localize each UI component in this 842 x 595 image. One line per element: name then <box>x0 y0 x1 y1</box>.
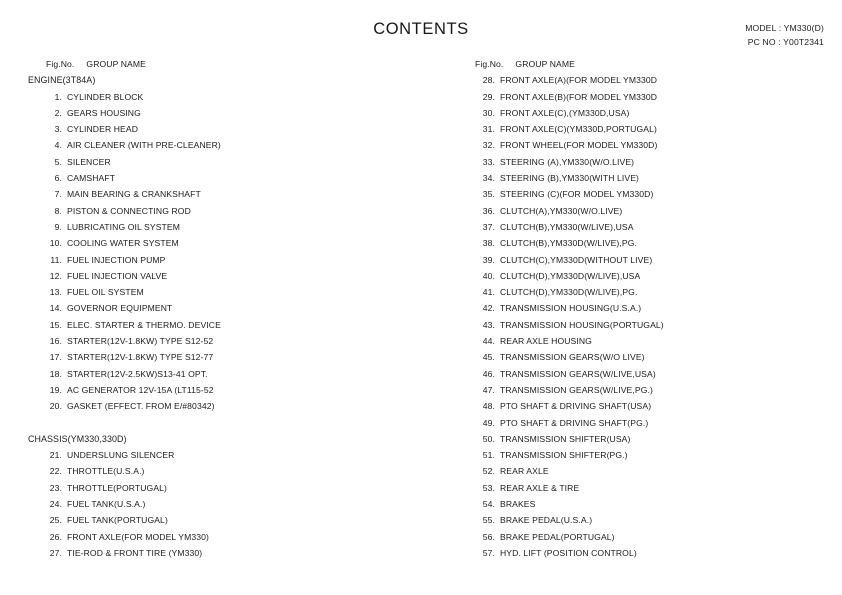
entry-group-name: REAR AXLE & TIRE <box>500 482 580 493</box>
entry-figure-number: 29. <box>482 91 495 102</box>
entry-figure-number: 28. <box>482 75 495 86</box>
contents-entry[interactable] <box>457 431 842 447</box>
entry-group-name: LUBRICATING OIL SYSTEM <box>67 221 180 232</box>
contents-entry[interactable] <box>28 333 428 349</box>
contents-entry[interactable] <box>457 154 842 170</box>
entry-group-name: FUEL INJECTION PUMP <box>67 254 166 265</box>
section-heading: CHASSIS(YM330,330D) <box>28 433 127 444</box>
entry-group-name: SILENCER <box>67 156 111 167</box>
entry-group-name: GOVERNOR EQUIPMENT <box>67 303 173 314</box>
contents-entry[interactable] <box>457 170 842 186</box>
entry-figure-number: 40. <box>482 270 495 281</box>
entry-figure-number: 27. <box>49 547 62 558</box>
entry-group-name: GASKET (EFFECT. FROM E/#80342) <box>67 401 215 412</box>
contents-entry[interactable] <box>28 186 428 202</box>
entry-group-name: FRONT AXLE(B)(FOR MODEL YM330D <box>500 91 658 102</box>
entry-figure-number: 55. <box>482 515 495 526</box>
contents-entry[interactable] <box>457 252 842 268</box>
document-meta <box>745 22 824 49</box>
entry-group-name: CLUTCH(B),YM330D(W/LIVE),PG. <box>500 238 637 249</box>
contents-entry[interactable] <box>457 398 842 414</box>
entry-group-name: STARTER(12V-1.8KW) TYPE S12-52 <box>67 336 214 347</box>
entry-group-name: FUEL TANK(U.S.A.) <box>67 499 146 510</box>
entry-group-name: REAR AXLE HOUSING <box>500 336 592 347</box>
entry-group-name: MAIN BEARING & CRANKSHAFT <box>67 189 201 200</box>
entry-group-name: STARTER(12V-2.5KW)S13-41 OPT. <box>67 368 208 379</box>
entry-group-name: FRONT AXLE(FOR MODEL YM330) <box>67 531 209 542</box>
contents-entry[interactable] <box>28 512 428 528</box>
entry-figure-number: 47. <box>482 384 495 395</box>
entry-group-name: TRANSMISSION SHIFTER(USA) <box>500 433 631 444</box>
entry-figure-number: 39. <box>482 254 495 265</box>
contents-entry[interactable] <box>28 89 428 105</box>
entry-group-name: HYD. LIFT (POSITION CONTROL) <box>500 547 637 558</box>
entry-figure-number: 13. <box>49 287 62 298</box>
entry-figure-number: 56. <box>482 531 495 542</box>
contents-entry[interactable] <box>457 203 842 219</box>
contents-entry[interactable] <box>457 545 842 561</box>
entry-group-name: STARTER(12V-1.8KW) TYPE S12-77 <box>67 352 214 363</box>
contents-entry[interactable] <box>457 349 842 365</box>
entry-figure-number: 16. <box>49 336 62 347</box>
page-title: CONTENTS <box>373 20 469 38</box>
entry-figure-number: 4. <box>54 140 62 151</box>
entry-figure-number: 26. <box>49 531 62 542</box>
entry-group-name: TRANSMISSION GEARS(W/O LIVE) <box>500 352 645 363</box>
contents-entry[interactable] <box>28 545 428 561</box>
entry-group-name: BRAKE PEDAL(PORTUGAL) <box>500 531 615 542</box>
entry-figure-number: 53. <box>482 482 495 493</box>
column-header-left <box>28 56 428 72</box>
entry-figure-number: 57. <box>482 547 495 558</box>
contents-entry[interactable] <box>457 235 842 251</box>
entry-figure-number: 50. <box>482 433 495 444</box>
entry-group-name: CYLINDER BLOCK <box>67 91 144 102</box>
entry-group-name: PTO SHAFT & DRIVING SHAFT(PG.) <box>500 417 649 428</box>
entry-figure-number: 5. <box>54 156 62 167</box>
entry-figure-number: 3. <box>54 124 62 135</box>
entry-figure-number: 31. <box>482 124 495 135</box>
entry-group-name: STEERING (B),YM330(WITH LIVE) <box>500 173 639 184</box>
contents-entry[interactable] <box>28 170 428 186</box>
entry-group-name: CAMSHAFT <box>67 173 116 184</box>
entry-figure-number: 18. <box>49 368 62 379</box>
contents-entry[interactable] <box>457 300 842 316</box>
entry-figure-number: 48. <box>482 401 495 412</box>
entry-figure-number: 45. <box>482 352 495 363</box>
section-heading: ENGINE(3T84A) <box>28 75 96 86</box>
entry-figure-number: 6. <box>54 173 62 184</box>
contents-entry[interactable] <box>457 382 842 398</box>
column-header-right <box>457 56 842 72</box>
entry-group-name: TRANSMISSION GEARS(W/LIVE,PG.) <box>500 384 653 395</box>
contents-entry[interactable] <box>28 447 428 463</box>
column-header-fig-no: Fig.No. <box>475 59 504 69</box>
contents-entry[interactable] <box>28 203 428 219</box>
entry-figure-number: 49. <box>482 417 495 428</box>
contents-entry[interactable] <box>457 186 842 202</box>
entry-group-name: AC GENERATOR 12V-15A (LT115-52 <box>67 384 214 395</box>
contents-entry[interactable] <box>28 284 428 300</box>
entry-figure-number: 20. <box>49 401 62 412</box>
entry-figure-number: 41. <box>482 287 495 298</box>
entry-group-name: FRONT WHEEL(FOR MODEL YM330D) <box>500 140 658 151</box>
entry-figure-number: 46. <box>482 368 495 379</box>
contents-entry[interactable] <box>457 529 842 545</box>
contents-entry[interactable] <box>28 235 428 251</box>
entry-figure-number: 54. <box>482 499 495 510</box>
contents-entry[interactable] <box>457 137 842 153</box>
contents-entry[interactable] <box>457 463 842 479</box>
entry-group-name: FUEL TANK(PORTUGAL) <box>67 515 168 526</box>
entry-figure-number: 9. <box>54 221 62 232</box>
entry-figure-number: 33. <box>482 156 495 167</box>
entry-group-name: CLUTCH(A),YM330(W/O.LIVE) <box>500 205 623 216</box>
section-spacer <box>28 415 428 431</box>
entry-figure-number: 44. <box>482 336 495 347</box>
contents-entry[interactable] <box>28 317 428 333</box>
entry-figure-number: 11. <box>50 254 62 265</box>
column-header-group-name: GROUP NAME <box>86 59 146 69</box>
entry-group-name: TRANSMISSION HOUSING(U.S.A.) <box>500 303 642 314</box>
entry-figure-number: 25. <box>49 515 62 526</box>
contents-entry[interactable] <box>28 154 428 170</box>
contents-entry[interactable] <box>457 333 842 349</box>
entry-group-name: FUEL OIL SYSTEM <box>67 287 144 298</box>
entry-group-name: CLUTCH(D),YM330D(W/LIVE),USA <box>500 270 641 281</box>
contents-entry[interactable] <box>457 366 842 382</box>
entry-figure-number: 51. <box>482 450 495 461</box>
entry-group-name: TIE-ROD & FRONT TIRE (YM330) <box>67 547 203 558</box>
entry-figure-number: 43. <box>482 319 495 330</box>
contents-entry[interactable] <box>457 512 842 528</box>
contents-entry[interactable] <box>457 284 842 300</box>
contents-entry[interactable] <box>28 398 428 414</box>
entry-group-name: THROTTLE(U.S.A.) <box>67 466 145 477</box>
contents-entry[interactable] <box>457 480 842 496</box>
contents-column-right <box>457 56 842 561</box>
entry-figure-number: 8. <box>54 205 62 216</box>
entry-figure-number: 15. <box>49 319 62 330</box>
entry-figure-number: 2. <box>54 107 62 118</box>
entry-group-name: FRONT AXLE(C)(YM330D,PORTUGAL) <box>500 124 657 135</box>
model-label: MODEL : YM330(D) <box>745 23 824 33</box>
contents-entry[interactable] <box>28 105 428 121</box>
contents-entry[interactable] <box>457 121 842 137</box>
entry-group-name: AIR CLEANER (WITH PRE-CLEANER) <box>67 140 221 151</box>
contents-entry[interactable] <box>457 105 842 121</box>
contents-entry[interactable] <box>457 268 842 284</box>
contents-entry[interactable] <box>457 317 842 333</box>
entry-group-name: CLUTCH(B),YM330(W/LIVE),USA <box>500 221 634 232</box>
entry-figure-number: 32. <box>482 140 495 151</box>
contents-entry[interactable] <box>28 382 428 398</box>
entry-figure-number: 19. <box>49 384 62 395</box>
contents-entry[interactable] <box>28 349 428 365</box>
entry-figure-number: 22. <box>49 466 62 477</box>
entry-group-name: TRANSMISSION SHIFTER(PG.) <box>500 450 628 461</box>
entry-figure-number: 37. <box>482 221 495 232</box>
entry-group-name: COOLING WATER SYSTEM <box>67 238 179 249</box>
entry-figure-number: 24. <box>49 499 62 510</box>
entry-figure-number: 7. <box>54 189 62 200</box>
entry-group-name: ELEC. STARTER & THERMO. DEVICE <box>67 319 221 330</box>
entry-figure-number: 17. <box>49 352 62 363</box>
entry-group-name: STEERING (C)(FOR MODEL YM330D) <box>500 189 654 200</box>
entry-group-name: FUEL INJECTION VALVE <box>67 270 168 281</box>
contents-entry[interactable] <box>28 219 428 235</box>
contents-entry[interactable] <box>457 219 842 235</box>
contents-entry[interactable] <box>28 366 428 382</box>
entry-group-name: BRAKES <box>500 499 536 510</box>
entry-figure-number: 23. <box>49 482 62 493</box>
entry-figure-number: 30. <box>482 107 495 118</box>
entry-group-name: UNDERSLUNG SILENCER <box>67 450 175 461</box>
contents-entry[interactable] <box>28 496 428 512</box>
contents-entry[interactable] <box>457 89 842 105</box>
entry-figure-number: 38. <box>482 238 495 249</box>
contents-entry[interactable] <box>28 463 428 479</box>
column-header-group-name: GROUP NAME <box>515 59 575 69</box>
contents-column-left <box>28 56 428 561</box>
contents-entry[interactable] <box>28 268 428 284</box>
contents-entry[interactable] <box>457 447 842 463</box>
contents-entry[interactable] <box>28 480 428 496</box>
entry-figure-number: 21. <box>49 450 62 461</box>
column-header-fig-no: Fig.No. <box>46 59 75 69</box>
contents-entry[interactable] <box>28 300 428 316</box>
contents-entry[interactable] <box>28 137 428 153</box>
entry-figure-number: 42. <box>482 303 495 314</box>
entry-figure-number: 52. <box>482 466 495 477</box>
entry-group-name: GEARS HOUSING <box>67 107 141 118</box>
entry-group-name: FRONT AXLE(A)(FOR MODEL YM330D <box>500 75 658 86</box>
entry-group-name: REAR AXLE <box>500 466 549 477</box>
entry-group-name: BRAKE PEDAL(U.S.A.) <box>500 515 593 526</box>
entry-group-name: CLUTCH(C),YM330D(WITHOUT LIVE) <box>500 254 653 265</box>
entry-group-name: CLUTCH(D),YM330D(W/LIVE),PG. <box>500 287 638 298</box>
entry-group-name: THROTTLE(PORTUGAL) <box>67 482 167 493</box>
contents-entry[interactable] <box>457 496 842 512</box>
entry-figure-number: 35. <box>482 189 495 200</box>
entry-figure-number: 14. <box>49 303 62 314</box>
entry-group-name: PTO SHAFT & DRIVING SHAFT(USA) <box>500 401 652 412</box>
contents-entry[interactable] <box>457 72 842 88</box>
entry-group-name: PISTON & CONNECTING ROD <box>67 205 191 216</box>
pc-no-label: PC NO : Y00T2341 <box>747 36 824 47</box>
entry-figure-number: 36. <box>482 205 495 216</box>
contents-entry[interactable] <box>457 415 842 431</box>
contents-entry[interactable] <box>28 529 428 545</box>
entry-figure-number: 1. <box>54 91 62 102</box>
contents-entry[interactable] <box>28 121 428 137</box>
contents-entry[interactable] <box>28 252 428 268</box>
entry-group-name: STEERING (A),YM330(W/O.LIVE) <box>500 156 635 167</box>
entry-figure-number: 12. <box>49 270 62 281</box>
entry-group-name: TRANSMISSION GEARS(W/LIVE,USA) <box>500 368 656 379</box>
entry-figure-number: 34. <box>482 173 495 184</box>
entry-group-name: TRANSMISSION HOUSING(PORTUGAL) <box>500 319 664 330</box>
entry-group-name: CYLINDER HEAD <box>67 124 139 135</box>
entry-figure-number: 10. <box>49 238 62 249</box>
entry-group-name: FRONT AXLE(C),(YM330D,USA) <box>500 107 630 118</box>
